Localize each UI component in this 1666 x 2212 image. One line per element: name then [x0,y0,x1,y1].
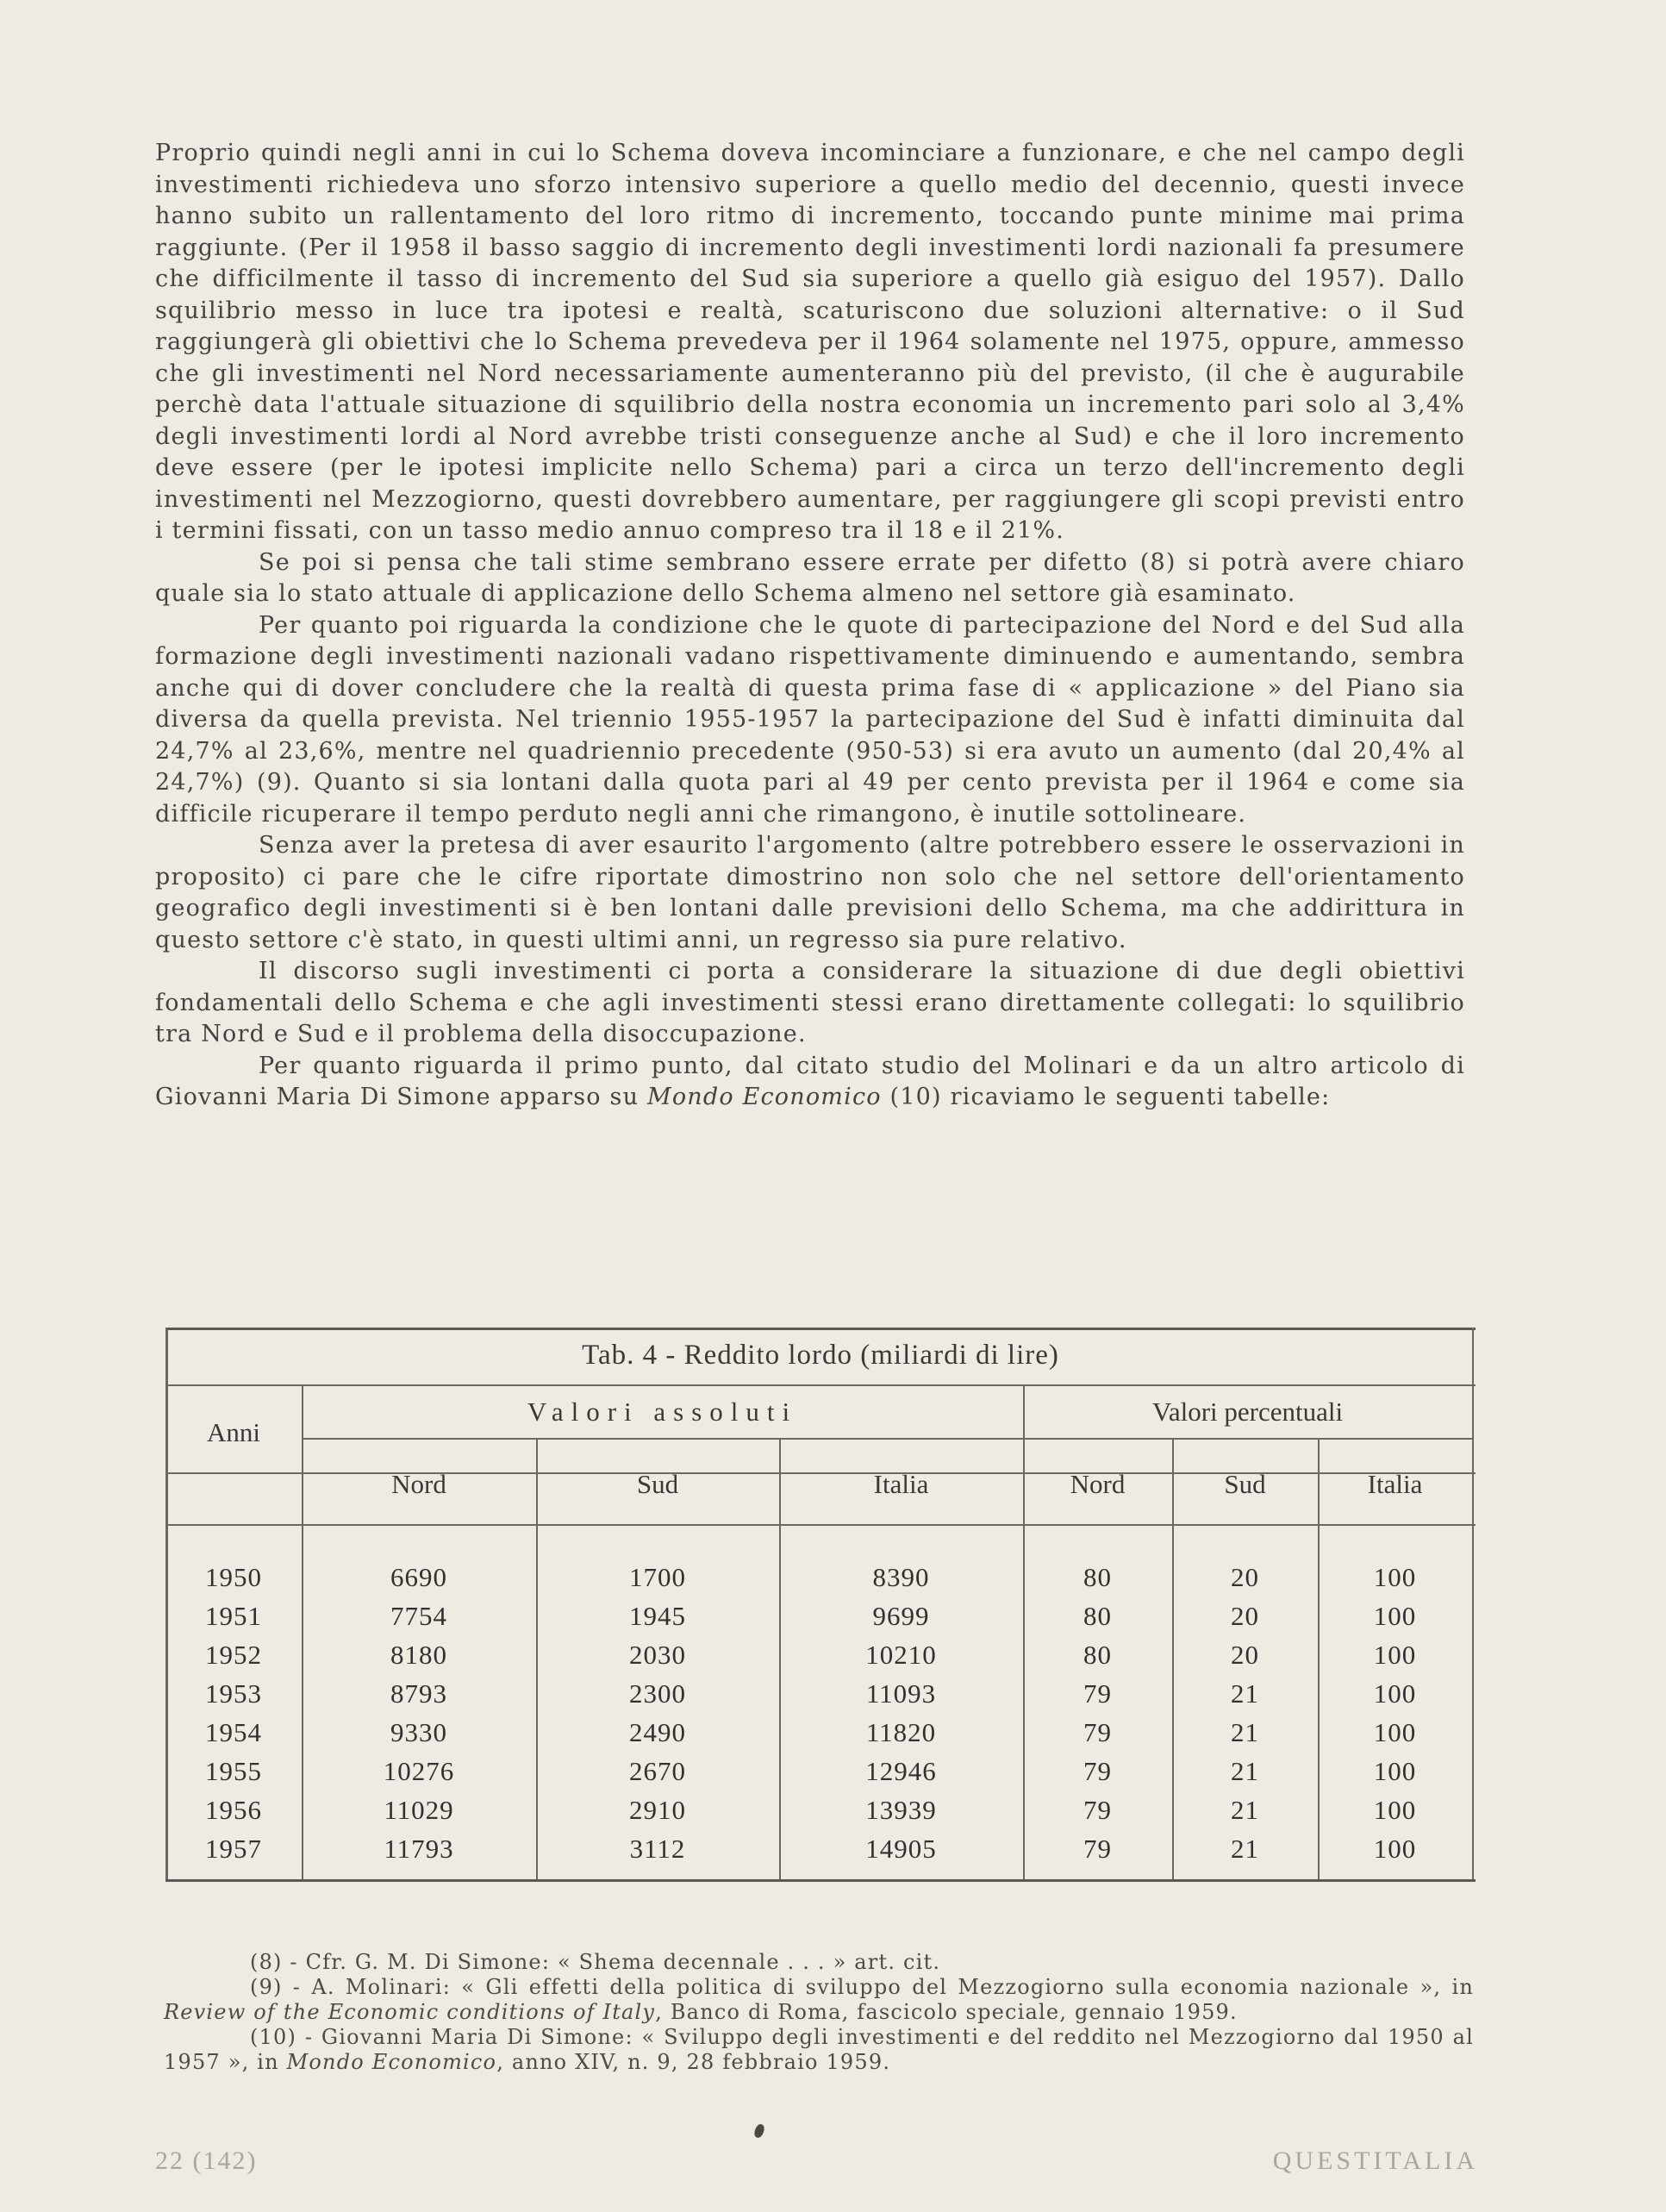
col-header-italia-pct: Italia [1367,1469,1423,1499]
row-year: 1950 [205,1562,262,1592]
row-year: 1953 [205,1678,262,1709]
table-cell: 20 [1231,1562,1259,1592]
table-cell: 8180 [390,1640,447,1670]
paragraph-6-text-a: Per quanto riguarda il primo punto, dal citato studio del Molinari e da un altro articolo di Giovanni Maria Di Simone apparso su [155,1052,1465,1110]
table-cell: 13939 [865,1795,937,1825]
paragraph-5: Il discorso sugli investimenti ci porta a considerare la situazione di due degli obiettivi fondamentali dello Schema e che agli investimenti stessi erano direttamente collegati: lo squilibrio tra Nord e Sud e il problema della disoccupazione. [155,958,1465,1047]
running-title: QUESTITALIA [1272,2146,1478,2175]
footnotes [164,1950,1474,2075]
table-cell: 100 [1373,1795,1417,1825]
table-cell: 80 [1083,1562,1112,1592]
col-header-nord-pct: Nord [1070,1469,1126,1499]
table-cell: 100 [1373,1717,1417,1747]
table-cell: 79 [1083,1717,1112,1747]
table-cell: 2670 [629,1756,686,1786]
row-year: 1955 [205,1756,262,1786]
sub-divider-3 [1172,1438,1174,1472]
row-year: 1951 [205,1601,262,1631]
row-year: 1957 [205,1834,262,1864]
table-cell: 11029 [384,1795,454,1825]
table-bottom-rule [165,1879,1476,1882]
table-cell: 2910 [629,1795,686,1825]
table-cell: 21 [1231,1756,1259,1786]
table-cell: 20 [1231,1601,1259,1631]
footnote-8: (8) - Cfr. G. M. Di Simone: « Shema decennale . . . » art. cit. [250,1950,941,1974]
sub-divider-1 [536,1438,538,1472]
paragraph-6-text-b: (10) ricaviamo le seguenti tabelle: [881,1084,1331,1110]
table-cell: 79 [1083,1795,1112,1825]
row-year: 1952 [205,1640,262,1670]
table-cell: 21 [1231,1717,1259,1747]
table-cell: 6690 [390,1562,447,1592]
footnote-9 [164,1975,1474,2025]
table-cell: 100 [1373,1834,1417,1864]
table-cell: 8390 [872,1562,930,1592]
table-cell: 1700 [629,1562,686,1592]
row-year: 1956 [205,1795,262,1825]
paragraph-3: Per quanto poi riguarda la condizione che le quote di partecipazione del Nord e del Sud alla formazione degli investimenti nazionali vadano rispettivamente diminuendo e aumentando, sembra anche qui di dover concludere che la realtà di questa prima fase di « applicazione » del Piano sia diversa da quella prevista. Nel triennio 1955-1957 la partecipazione del Sud è infatti diminuita dal 24,7% al 23,6%, mentre nel quadriennio precedente (950-53) si era avuto un aumento (dal 20,4% al 24,7%) (9). Quanto si sia lontani dalla quota pari al 49 per cento prevista per il 1964 e come sia difficile ricuperare il tempo perduto negli anni che rimangono, è inutile sottolineare. [155,611,1465,828]
table-cell: 14905 [865,1834,937,1864]
group-header-absolute: Valori assoluti [527,1397,798,1427]
table-cell: 10210 [865,1640,937,1670]
footnote-10-text-a: (10) - Giovanni Maria Di Simone: « Sviluppo degli investimenti e del reddito nel Mezzogiorno dal 1950 al 1957 », in [164,2025,1474,2074]
table-cell: 79 [1083,1678,1112,1709]
article-body [155,138,1465,1114]
table-cell: 9699 [872,1601,930,1631]
table-cell: 79 [1083,1756,1112,1786]
table-top-rule [165,1328,1476,1330]
anni-header: Anni [207,1417,260,1447]
table-cell: 7754 [390,1601,447,1631]
table-cell: 80 [1083,1601,1112,1631]
table-cell: 80 [1083,1640,1112,1670]
header-bottom-rule [165,1524,1476,1526]
footnote-9-text-b: , Banco di Roma, fascicolo speciale, gennaio 1959. [655,2000,1238,2024]
table-cell: 11820 [865,1717,937,1747]
table-cell: 100 [1373,1756,1417,1786]
footnote-10-text-b: , anno XIV, n. 9, 28 febbraio 1959. [496,2050,891,2074]
footnote-10 [164,2025,1474,2075]
table-cell: 10276 [383,1756,455,1786]
table-caption: Tab. 4 - Reddito lordo (miliardi di lire) [582,1340,1059,1371]
table-cell: 2300 [629,1678,686,1709]
paragraph-1: Proprio quindi negli anni in cui lo Schema doveva incominciare a funzionare, e che nel campo degli investimenti richiedeva uno sforzo intensivo superiore a quello medio del decennio, questi invece hanno subito un rallentamento del loro ritmo di incremento, toccando punte minime mai prima raggiunte. (Per il 1958 il basso saggio di incremento degli investimenti lordi nazionali fa presumere che difficilmente il tasso di incremento del Sud sia superiore a quello già esiguo del 1957). Dallo squilibrio messo in luce tra ipotesi e realtà, scaturiscono due soluzioni alternative: o il Sud raggiungerà gli obiettivi che lo Schema prevedeva per il 1964 solamente nel 1975, oppure, ammesso che gli investimenti nel Nord necessariamente aumenteranno più del previsto, (il che è augurabile perchè data l'attuale situazione di squilibrio della nostra economia un incremento pari solo al 3,4% degli investimenti lordi al Nord avrebbe tristi conseguenze anche al Sud) e che il loro incremento deve essere (per le ipotesi implicite nello Schema) pari a circa un terzo dell'incremento degli investimenti nel Mezzogiorno, questi dovrebbero aumentare, per raggiungere gli scopi previsti entro i termini fissati, con un tasso medio annuo compreso tra il 18 e il 21%. [155,140,1465,544]
table-cell: 100 [1373,1678,1417,1709]
table-cell: 79 [1083,1834,1112,1864]
group-rule [302,1438,1472,1440]
table-cell: 11793 [384,1834,454,1864]
journal-title: Mondo Economico [646,1084,882,1110]
table-cell: 100 [1373,1640,1417,1670]
sub-divider-4 [1318,1438,1320,1472]
ink-mark [753,2123,766,2139]
page-number: 22 (142) [155,2146,258,2175]
caption-rule [165,1384,1476,1386]
col-header-sud-abs: Sud [636,1469,679,1499]
table-cell: 21 [1231,1678,1259,1709]
table-cell: 100 [1373,1601,1417,1631]
paragraph-6 [155,1051,1465,1114]
table-cell: 11093 [865,1678,937,1709]
table-cell: 12946 [865,1756,937,1786]
row-year: 1954 [205,1717,262,1747]
table-cell: 9330 [390,1717,447,1747]
table-cell: 2030 [629,1640,686,1670]
col-header-nord-abs: Nord [391,1469,446,1499]
paragraph-4: Senza aver la pretesa di aver esaurito l'argomento (altre potrebbero essere le osservazioni in proposito) ci pare che le cifre riportate dimostrino non solo che nel settore dell'orientamento geografico degli investimenti si è ben lontani dalle previsioni dello Schema, ma che addirittura in questo settore c'è stato, in questi ultimi anni, un regresso sia pure relativo. [155,832,1465,953]
table-cell: 2490 [629,1717,686,1747]
footnote-10-source: Mondo Economico [286,2050,497,2074]
paragraph-2: Se poi si pensa che tali stime sembrano essere errate per difetto (8) si potrà avere chiaro quale sia lo stato attuale di applicazione dello Schema almeno nel settore già esaminato. [155,548,1465,607]
table-right-border [1472,1328,1474,1879]
table-cell: 1945 [629,1601,686,1631]
table-cell: 21 [1231,1795,1259,1825]
group-header-percent: Valori percentuali [1151,1397,1344,1427]
col-header-sud-pct: Sud [1224,1469,1266,1499]
col-header-italia-abs: Italia [873,1469,929,1499]
table-cell: 100 [1373,1562,1417,1592]
table-cell: 8793 [390,1678,447,1709]
table-cell: 20 [1231,1640,1259,1670]
sub-divider-2 [779,1438,781,1472]
footnote-9-text-a: (9) - A. Molinari: « Gli effetti della politica di sviluppo del Mezzogiorno sulla economia nazionale », in [250,1975,1474,1999]
footnote-9-source: Review of the Economic conditions of Italy [164,2000,656,2024]
table-cell: 21 [1231,1834,1259,1864]
table-cell: 3112 [629,1834,686,1864]
